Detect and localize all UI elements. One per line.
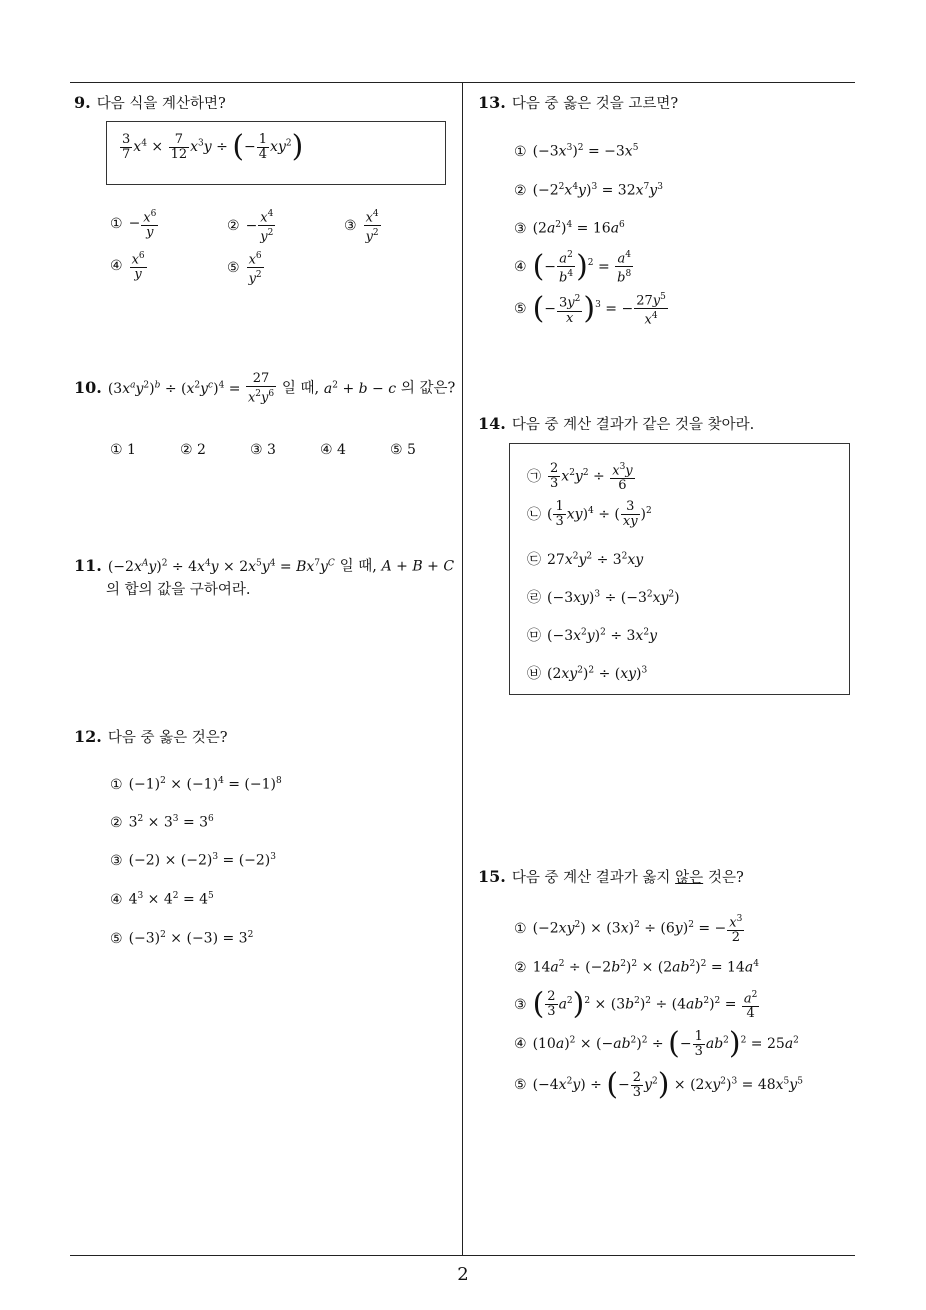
question-text-before: 다음 중 계산 결과가 옳지	[511, 870, 671, 886]
choice-5[interactable]: ⑤ 5	[390, 442, 416, 458]
choice-marker: ③	[514, 220, 527, 237]
choice-1[interactable]: ① $(-1)^2 \times (-1)^4 = (-1)^8$	[110, 776, 282, 793]
page-number: 2	[457, 1264, 469, 1285]
question-text-end: 의 값은?	[400, 380, 456, 397]
choice-marker: ①	[110, 215, 123, 232]
question-number: 9.	[74, 93, 91, 112]
item-marker: ㉥	[527, 666, 541, 682]
choice-marker: ②	[110, 814, 123, 831]
choice-4[interactable]: ④ $4^3 \times 4^2 = 4^5$	[110, 891, 214, 908]
choice-5[interactable]: ⑤ (− $\frac{3y^2}{x}$ )$^3$ = − $\frac{27y^5}{x^4}$	[514, 290, 666, 328]
question-15	[478, 866, 744, 889]
choice-1[interactable]: ① $(-2xy^2) \times (3x)^2 \div (6y)^2$ = − $\frac{x^3}{2}$	[514, 914, 743, 946]
choice-2[interactable]: ② $14a^2 \div (-2b^2)^2 \times (2ab^2)^2 = 14a^4$	[514, 959, 759, 976]
choice-2[interactable]: ② $(-2^2x^4y)^3 = 32x^7y^3$	[514, 182, 663, 199]
choice-marker: ①	[514, 143, 527, 160]
question-number: 14.	[478, 414, 506, 433]
question-text: 다음 식을 계산하면?	[96, 96, 226, 112]
question-10: 10. $(3x^ay^2)^b \div (x^2y^c)^4$ = $\frac{27}{x^2y^6}$ 일 때, $a^2 + b - c$ 의 값은?	[74, 371, 456, 406]
question-11: 11. $(-2x^Ay)^2 \div 4x^4y \times 2x^5y^4 = Bx^7y^C$ 일 때, A + B + C 의 합의 값을 구하여라.	[74, 555, 455, 598]
choice-marker: ①	[514, 920, 527, 937]
choice-1[interactable]: ① 1	[110, 442, 136, 458]
choice-marker: ⑤	[227, 259, 240, 276]
question-14	[478, 413, 754, 436]
question-number: 12.	[74, 727, 102, 746]
choice-5[interactable]: ⑤ $\frac{x^6}{y^2}$	[227, 251, 262, 287]
choice-2[interactable]: ② 2	[180, 442, 206, 458]
choice-marker: ④	[110, 257, 123, 274]
item-marker: ㉣	[527, 590, 541, 606]
question-12	[74, 726, 228, 749]
question-text-underlined: 않은	[675, 870, 704, 886]
choice-5[interactable]: ⑤ $(-4x^2y)$ ÷ (− $\frac{2}{3}$ $y^2) \times (2xy^2)^3 = 48x^5y^5$	[514, 1067, 803, 1102]
choice-3[interactable]: ③ $(2a^2)^4 = 16a^6$	[514, 220, 625, 237]
choice-marker: ①	[110, 776, 123, 793]
question-text: 다음 중 옳은 것을 고르면?	[511, 96, 679, 112]
choice-marker: ④	[514, 1036, 527, 1052]
choice-marker: ②	[514, 182, 527, 199]
item-e[interactable]: ㉤ $(-3x^2y)^2 \div 3x^2y$	[527, 625, 657, 645]
choice-marker: ⑤	[514, 300, 527, 317]
question-text-after: 것은?	[707, 870, 744, 886]
question-13	[478, 92, 678, 115]
question-number: 13.	[478, 93, 506, 112]
choice-marker: ⑤	[514, 1077, 527, 1093]
choice-4[interactable]: ④ $\frac{x^6}{y}$	[110, 251, 145, 283]
math-expression: $\frac{3}{7}$ $x^4$ × $\frac{7}{12}$ $x^3y$ ÷ (− $\frac{1}{4}$ $xy^2$)	[122, 129, 304, 164]
item-b[interactable]: ㉡ ( $\frac{1}{3}$ xy)$^4$ ÷ ( $\frac{3}{xy}$ )$^2$	[527, 499, 652, 529]
item-marker: ㉡	[527, 506, 541, 523]
question-number: 10.	[74, 377, 102, 397]
choice-marker: ⑤	[110, 930, 123, 947]
item-marker: ㉠	[527, 468, 541, 485]
question-number: 11.	[74, 555, 102, 575]
choice-marker: ③	[110, 852, 123, 869]
question-9	[74, 92, 226, 115]
choice-3[interactable]: ③ $(-2) \times (-2)^3 = (-2)^3$	[110, 852, 276, 869]
question-number: 15.	[478, 867, 506, 886]
choice-marker: ④	[110, 891, 123, 908]
choice-5[interactable]: ⑤ $(-3)^2 \times (-3) = 3^2$	[110, 930, 254, 947]
item-d[interactable]: ㉣ $(-3xy)^3 \div (-3^2xy^2)$	[527, 587, 680, 607]
item-a[interactable]: ㉠ $\frac{2}{3}$ $x^2y^2$ ÷ $\frac{x^3y}{6}$	[527, 461, 633, 494]
choice-3[interactable]: ③ 3	[250, 442, 276, 458]
bottom-rule	[70, 1255, 855, 1256]
choice-4[interactable]: ④ $(10a)^2 \times (-ab^2)^2$ ÷ (− $\frac{1}{3}$ $ab^2)^2 = 25a^2$	[514, 1026, 799, 1061]
question-text: 다음 중 옳은 것은?	[107, 730, 228, 746]
question-math: $(3x^ay^2)^b \div (x^2y^c)^4$ = $\frac{27}{x^2y^6}$	[107, 371, 275, 406]
choice-2[interactable]: ② − $\frac{x^4}{y^2}$	[227, 209, 274, 245]
choice-4[interactable]: ④ 4	[320, 442, 346, 458]
choice-marker: ②	[514, 959, 527, 976]
item-c[interactable]: ㉢ $27x^2y^2 \div 3^2xy$	[527, 549, 643, 569]
choice-marker: ③	[344, 217, 357, 234]
choice-3[interactable]: ③ ( $\frac{2}{3}$ $a^2)^2 \times (3b^2)^2 \div (4ab^2)^2$ = $\frac{a^2}{4}$	[514, 986, 758, 1022]
question-text: 다음 중 계산 결과가 같은 것을 찾아라.	[511, 417, 755, 433]
choice-marker: ②	[227, 217, 240, 234]
item-f[interactable]: ㉥ $(2xy^2)^2 \div (xy)^3$	[527, 663, 647, 683]
choice-3[interactable]: ③ $\frac{x^4}{y^2}$	[344, 209, 379, 245]
choice-1[interactable]: ① $(-3x^3)^2 = -3x^5$	[514, 143, 639, 160]
question-text-mid: 일 때,	[281, 380, 320, 397]
choice-1[interactable]: ① − $\frac{x^6}{y}$	[110, 209, 157, 241]
question-text-mid: 일 때,	[339, 558, 377, 575]
choice-2[interactable]: ② $3^2 \times 3^3 = 3^6$	[110, 814, 214, 831]
choice-marker: ④	[514, 258, 527, 275]
expression-box	[106, 121, 446, 185]
column-divider	[462, 82, 463, 1256]
question-text-line2: 의 합의 값을 구하여라.	[106, 581, 251, 598]
choice-4[interactable]: ④ (− $\frac{a^2}{b^4}$ )$^2$ = $\frac{a^4}{b^8}$	[514, 248, 632, 286]
item-marker: ㉤	[527, 628, 541, 644]
choice-marker: ③	[514, 996, 527, 1013]
item-marker: ㉢	[527, 552, 541, 568]
